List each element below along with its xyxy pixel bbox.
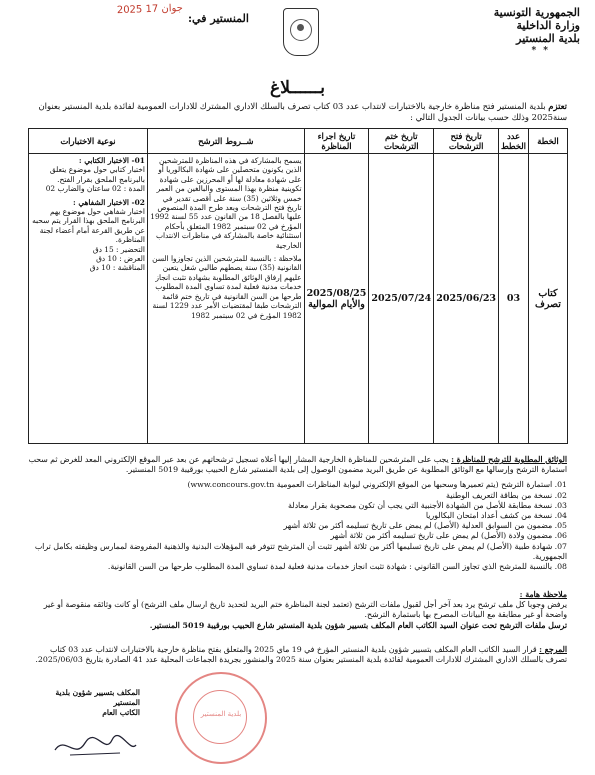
table-row: [29, 154, 568, 444]
cell-exams: [29, 154, 148, 444]
list-item: 05. مضمون من السوابق العدلية (الأصل) لم يمض على تاريخ تسليمه أكثر من ثلاثة أشهر: [283, 521, 567, 531]
intro-lead: تعتزم: [548, 101, 567, 111]
intro-paragraph: [27, 101, 567, 123]
intro-text: بلدية المنستير فتح مناظرة خارجية بالاختبارات لانتداب عدد 03 كتاب تصرف بالسلك الاداري المشترك للادارات العمومية لفائدة بلدية المنستير بعنوان سنة2025 وذلك حسب بيانات الجدول التالي :: [38, 101, 567, 122]
condition-note: ملاحظة : بالنسبة للمترشحين الذين تجاوزوا السن القانونية (35) سنة يصطهم طالبي شغل يتعين عليهم إرفاق الوثائق المطلوبة بشهادة تثبت انجاز خدمات مدنية فعلية لمدة تساوي المدة المطلوب طرحها من السن القانونية في تاريخ ختم قائمة الترشحات طبقا لمقتضيات الأمر عدد 1229 لسنة 1982 المؤرخ في 02 سبتمبر 1982: [152, 254, 302, 320]
header-line-municipality: بلدية المنستير: [516, 32, 580, 45]
col-header-close-date: تاريخ ختم الترشحات: [369, 129, 434, 154]
col-header-exam-date: تاريخ اجراء المناظرة: [304, 129, 369, 154]
list-item: 04. نسخة من كشف أعداد امتحان البكالوريا: [425, 511, 567, 521]
list-item: 08. بالنسبة للمترشح الذي تجاوز السن القانوني : شهادة تثبت انجاز خدمات مدنية فعلية لمدة تساوي المدة المطلوب طرحها من السن القانونية.: [107, 562, 567, 572]
exam-oral-title: 02- الاختبار الشفاهي :: [73, 197, 145, 207]
condition-text: يسمح بالمشاركة في هذه المناظرة للمترشحين الذين يكونون متحصلين على شهادة البكالوريا أو على شهادة معادلة لها أو المحرزين على شهادة تكوينية منظرة بهذا المستوى والبالغين من العمر خمس وثلاثين (35) سنة على أقصى تقدير في تاريخ فتح الترشحات وبعد طرح المدة المنصوص عليها بالفصل 18 من القانون عدد 55 لسنة 1992 المؤرخ في 02 سبتمبر 1982 المتعلق بأحكام استثنائية خاصة بالمشاركة في مناظرات الانتداب الخارجية: [150, 156, 302, 250]
exam-written-title: 01- الاختبار الكتابي :: [78, 156, 145, 165]
exam-oral-prep: التحضير : 15 دق: [92, 244, 145, 254]
exam-oral-desc: اختبار شفاهي حول موضوع يهم البرنامج الملحق بهذا القرار يتم سحبه عن طريق القرعة أمام أعضاء لجنة المناظرة.: [32, 207, 145, 245]
municipality-emblem-icon: [283, 8, 319, 56]
cell-exam-date: 2025/08/25 والأيام الموالية: [304, 154, 369, 444]
exam-oral-present: العرض : 10 دق: [96, 254, 145, 264]
col-header-conditions: شــروط الترشح: [147, 129, 304, 154]
date-stamp: 2025 جوان 17: [116, 2, 184, 17]
col-header-exams: نوعية الاختبارات: [29, 129, 148, 154]
reference-section: [27, 645, 567, 665]
header-stars: * *: [531, 46, 550, 56]
signature-role: الكاتب العام: [102, 708, 140, 717]
header-line-ministry: وزارة الداخلية: [516, 19, 580, 32]
cell-close-date: 2025/07/24: [369, 154, 434, 444]
table-header-row: [29, 129, 568, 154]
seal-text: بلدية المنستير: [200, 710, 242, 718]
official-seal-icon: [175, 672, 267, 764]
documents-heading: الوثائق المطلوبة للترشح للمناظرة :: [451, 455, 567, 464]
document-title: بــــــلاغ: [270, 78, 325, 98]
cell-conditions: [147, 154, 304, 444]
exam-written-duration: المدة : 02 ساعتان والضارب 02: [45, 184, 145, 194]
header-line-country: الجمهورية التونسية: [493, 6, 580, 19]
exam-oral-discuss: المناقشة : 10 دق: [89, 263, 145, 273]
notes-text: يرفض وجوبا كل ملف ترشح يرد بعد آخر أجل لقبول ملفات الترشح (تعتمد لجنة المناظرة ختم البريد لتحديد تاريخ ارسال ملف الترشح) أو كانت وثائقه منقوصة أو غير واضحة أو غير مطابقة مع البيانات المصرح بها باستمارة الترشح.: [43, 600, 567, 620]
issuer-header: [390, 6, 580, 58]
col-header-count: عدد الخطط: [499, 129, 529, 154]
col-header-post: الخطة: [528, 129, 567, 154]
signature-block: [30, 688, 140, 718]
list-item: 02. نسخة من بطاقة التعريف الوطنية: [446, 490, 567, 500]
list-item: 01. استمارة الترشح (يتم تعميرها وسحبها من الموقع الإلكتروني لبوابة المناظرات العمومية www.concours.gov.tn): [187, 480, 567, 490]
reference-heading: المرجع :: [539, 645, 567, 654]
notes-address: ترسل ملفات الترشح تحت عنوان السيد الكاتب العام المكلف بتسيير شؤون بلدية المنستير شارع الحبيب بورقيبة 5019 المنستير.: [149, 620, 567, 630]
reference-text: قرار السيد الكاتب العام المكلف بتسيير شؤون بلدية المنستير المؤرخ في 19 ماي 2025 والمتعلق بفتح مناظرة خارجية بالاختبارات لانتداب عدد 03 كتاب تصرف بالسلك الاداري المشترك للادارات العمومية لفائدة بلدية المنستير بعنوان سنة 2025 والمنشور بجريدة الجماعات المحلية عدد 41 الصادرة بتاريخ 2025/06/03.: [35, 645, 567, 665]
exam-written-desc: اختبار كتابي حول موضوع يتعلق بالبرنامج الملحق بقرار الفتح.: [49, 165, 145, 184]
competition-table: [28, 128, 568, 444]
signature-title: المكلف بتسيير شؤون بلدية المنستير: [55, 688, 140, 707]
col-header-open-date: تاريخ فتح الترشحات: [434, 129, 499, 154]
handwritten-signature-icon: [50, 725, 140, 765]
cell-count: 03: [499, 154, 529, 444]
documents-intro: يجب على المترشحين للمناظرة الخارجية المشار إليها أعلاه تسجيل ترشحاتهم عن بعد عبر الموقع الإلكتروني المعد للغرض ثم سحب استمارة الترشح وإرسالها مع الوثائق المطلوبة عن طريق البريد مضمون الوصول إلى بلدية المنستير شارع الحبيب بورقيبة 5019 المنستير.: [28, 455, 567, 475]
list-item: 06. مضمون ولادة (الأصل) لم يمض على تاريخ تسليمه أكثر من ثلاثة أشهر: [330, 531, 567, 541]
documents-section: [27, 455, 567, 572]
recipient-label: المنستير في:: [188, 12, 249, 25]
notes-heading: ملاحظة هامة :: [519, 590, 567, 599]
list-item: 07. شهادة طبية (الأصل) لم يمض على تاريخ تسليمها أكثر من ثلاثة أشهر تثبت أن المترشح تتوفر فيه المؤهلات البدنية والذهنية المفروضة لممارس وظيفته بكامل تراب الجمهورية.: [34, 541, 567, 561]
list-item: 03. نسخة مطابقة للأصل من الشهادة الأجنبية التي يجب أن تكون مصحوبة بقرار معادلة: [288, 500, 567, 510]
cell-post: كتاب تصرف: [528, 154, 567, 444]
notes-section: [27, 590, 567, 631]
cell-open-date: 2025/06/23: [434, 154, 499, 444]
